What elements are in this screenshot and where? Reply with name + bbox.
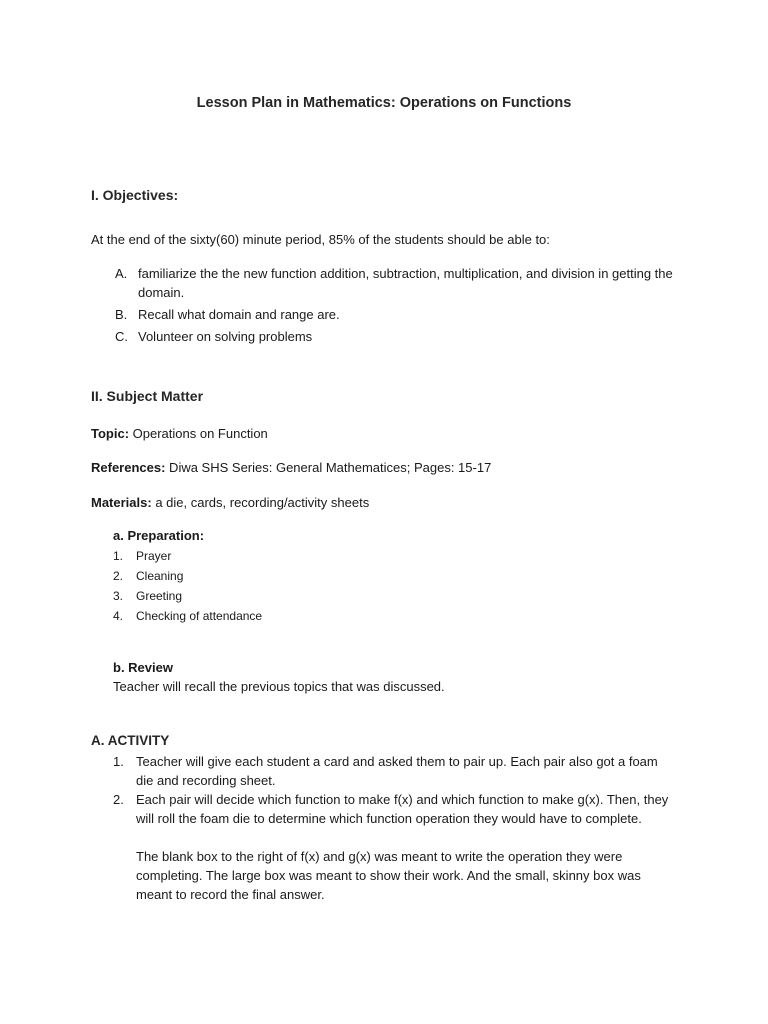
preparation-heading: a. Preparation: <box>113 528 205 543</box>
list-item-text: Greeting <box>136 589 183 603</box>
materials-label: Materials: <box>91 495 152 510</box>
preparation-list <box>113 546 262 626</box>
objectives-intro: At the end of the sixty(60) minute period, 85% of the students should be able to: <box>91 232 550 247</box>
list-item <box>113 606 262 626</box>
list-item <box>113 752 678 790</box>
list-marker: A. <box>115 266 128 281</box>
list-marker: C. <box>115 329 128 344</box>
topic-label: Topic: <box>91 426 130 441</box>
list-item <box>115 305 675 324</box>
references-label: References: <box>91 460 166 475</box>
objectives-list <box>115 264 675 349</box>
list-item-text: Each pair will decide which function to make f(x) and which function to make g(x). Then, they will roll the foam die to determine which function operation they would have to complete. <box>136 792 669 826</box>
topic-line <box>91 424 268 443</box>
list-item-text: Volunteer on solving problems <box>138 329 313 344</box>
references-line <box>91 458 491 477</box>
list-item-text: Prayer <box>136 549 172 563</box>
list-item <box>115 264 675 302</box>
list-marker: 1. <box>113 549 124 563</box>
review-text: Teacher will recall the previous topics that was discussed. <box>113 679 445 694</box>
review-heading: b. Review <box>113 660 173 675</box>
list-item-text: Cleaning <box>136 569 184 583</box>
list-marker: 2. <box>113 569 124 583</box>
list-marker: 4. <box>113 609 124 623</box>
list-item-text: familiarize the the new function addition, subtraction, multiplication, and division in getting the domain. <box>138 266 673 300</box>
activity-list <box>113 752 678 904</box>
activity-heading: A. ACTIVITY <box>91 733 170 748</box>
list-marker: 2. <box>113 792 124 807</box>
list-marker: B. <box>115 307 128 322</box>
materials-line <box>91 493 369 512</box>
list-marker: 3. <box>113 589 124 603</box>
subject-matter-heading: II. Subject Matter <box>91 388 204 404</box>
materials-value: a die, cards, recording/activity sheets <box>151 495 370 510</box>
list-item <box>115 327 675 346</box>
list-item-text: Recall what domain and range are. <box>138 307 340 322</box>
list-item-extra-text: The blank box to the right of f(x) and g(x) was meant to write the operation they were completing. The large box was meant to show their work. And the small, skinny box was meant to record the final answer. <box>136 849 641 902</box>
topic-value: Operations on Function <box>129 426 268 441</box>
list-item <box>113 566 262 586</box>
list-item <box>113 790 678 904</box>
list-item <box>113 546 262 566</box>
list-item-text: Checking of attendance <box>136 609 263 623</box>
references-value: Diwa SHS Series: General Mathematices; Pages: 15-17 <box>165 460 492 475</box>
list-item-text: Teacher will give each student a card and asked them to pair up. Each pair also got a foam die and recording sheet. <box>136 754 658 788</box>
document-title: Lesson Plan in Mathematics: Operations on Functions <box>196 95 572 111</box>
list-item <box>113 586 262 606</box>
objectives-heading: I. Objectives: <box>91 187 179 203</box>
list-marker: 1. <box>113 754 124 769</box>
